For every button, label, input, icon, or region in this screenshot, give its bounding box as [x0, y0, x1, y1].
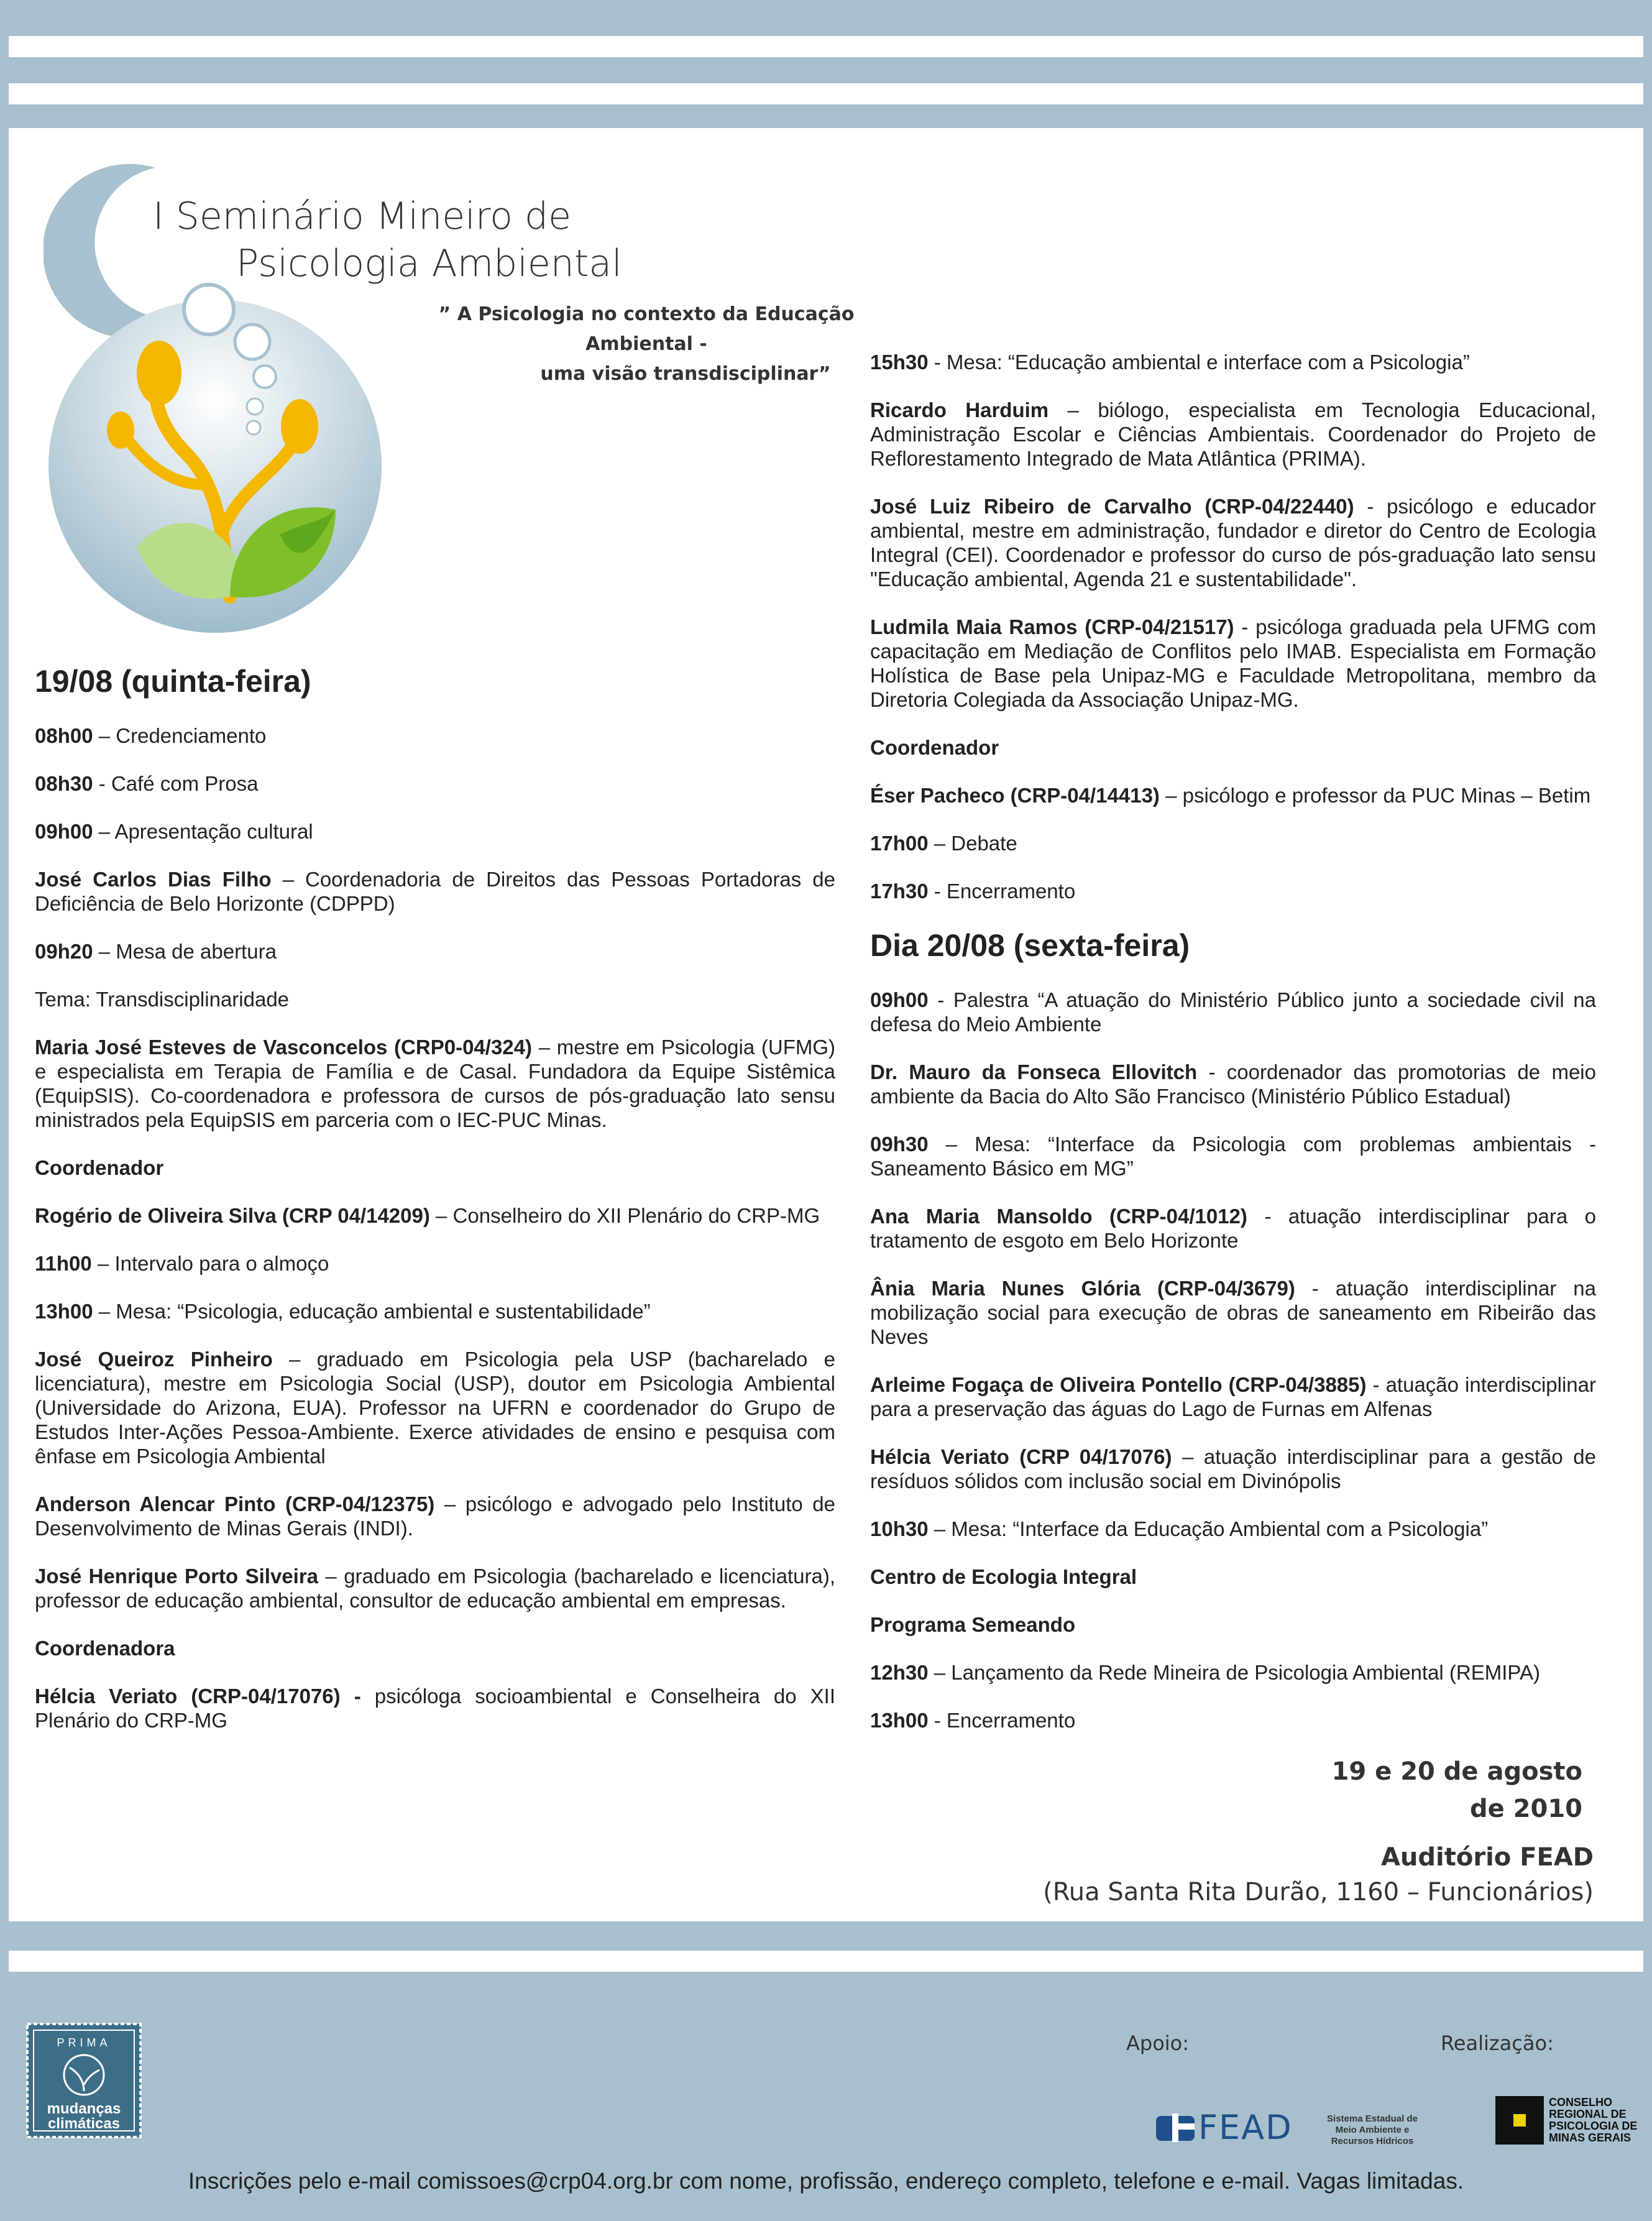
program-item [870, 1276, 1596, 1349]
bubble [247, 398, 263, 415]
program-item-text: – Mesa: “Psicologia, educação ambiental e sustentabilidade” [93, 1300, 651, 1323]
program-item [35, 939, 835, 963]
program-item-lead: Arleime Fogaça de Oliveira Pontello (CRP-04/3885) [870, 1373, 1367, 1396]
top-stripe-1 [9, 36, 1643, 57]
day2-heading: Dia 20/08 (sexta-feira) [870, 928, 1190, 963]
program-item [35, 1564, 835, 1612]
dates-line-1: 19 e 20 de agosto [1331, 1757, 1582, 1786]
bubble [235, 324, 270, 359]
program-item-text: - Encerramento [928, 1709, 1076, 1732]
program-item-lead: Ânia Maria Nunes Glória (CRP-04/3679) [870, 1277, 1295, 1300]
program-item [870, 831, 1596, 855]
yellow-leaf [137, 341, 181, 405]
program-item [870, 1660, 1596, 1685]
program-item-lead: Anderson Alencar Pinto (CRP-04/12375) [35, 1492, 435, 1515]
program-item-text: - psicóloga graduada pela UFMG com capacitação em Mediação de Conflitos pelo IMAB. Especialista em Formação Holística de Base pela Unipaz-MG e Faculdade Metropolitana, membro da Diretoria Colegiada da Associação Unipaz-MG. [870, 615, 1596, 711]
program-item-lead: Centro de Ecologia Integral [870, 1565, 1137, 1588]
program-item [35, 1156, 835, 1180]
program-item [870, 1204, 1596, 1253]
program-item-text: – Coordenadoria de Direitos das Pessoas Portadoras de Deficiência de Belo Horizonte (CDPPD) [35, 868, 835, 915]
bottom-stripe [9, 1951, 1643, 1972]
program-item-text: Tema: Transdisciplinaridade [35, 988, 290, 1011]
crp-wordmark [1549, 2097, 1648, 2144]
sisema-line-2: Meio Ambiente e [1335, 2125, 1410, 2135]
program-item-lead: José Queiroz Pinheiro [35, 1348, 273, 1371]
program-item-text: - atuação interdisciplinar para a preservação das águas do Lago de Furnas em Alfenas [870, 1373, 1596, 1420]
program-item [35, 1299, 835, 1323]
program-item [35, 819, 835, 844]
program-item-text: – atuação interdisciplinar para a gestão de resíduos sólidos com inclusão social em Divinópolis [870, 1445, 1596, 1492]
program-item-text: – Mesa: “Interface da Educação Ambiental com a Psicologia” [928, 1517, 1489, 1540]
page-title [153, 193, 622, 287]
prima-label: PRIMA [57, 2036, 111, 2049]
program-item-text: – Lançamento da Rede Mineira de Psicologia Ambiental (REMIPA) [928, 1661, 1540, 1684]
title-line-2: Psicologia Ambiental [236, 242, 622, 285]
program-item-lead: 09h20 [35, 940, 93, 963]
sisema-logo [1319, 2113, 1426, 2147]
program-item [35, 1203, 835, 1228]
program-item-lead: 17h00 [870, 832, 929, 855]
venue-name: Auditório FEAD [1380, 1843, 1594, 1872]
program-item-lead: Ricardo Harduim [870, 398, 1049, 421]
program-item-lead: Maria José Esteves de Vasconcelos (CRP0-04/324) [35, 1036, 532, 1059]
program-item-lead: Hélcia Veriato (CRP-04/17076) - [35, 1685, 361, 1708]
event-dates [1332, 1753, 1582, 1828]
program-item-text: – psicólogo e advogado pelo Instituto de Desenvolvimento de Minas Gerais (INDI). [35, 1492, 835, 1540]
program-item [35, 1684, 835, 1732]
bubble [254, 366, 276, 388]
crp-line-4: MINAS GERAIS [1549, 2131, 1631, 2144]
program-item-lead: Ludmila Maia Ramos (CRP-04/21517) [870, 615, 1234, 638]
program-item [35, 771, 835, 796]
program-item-text: psicóloga socioambiental e Conselheira do XII Plenário do CRP-MG [35, 1685, 835, 1732]
bubble [184, 285, 234, 334]
prima-logo-icon [26, 2023, 142, 2138]
sisema-line-1: Sistema Estadual de [1327, 2113, 1418, 2124]
prima-bottom-1: mudanças [47, 2100, 121, 2117]
program-item [870, 615, 1596, 712]
fead-wordmark: FEAD [1198, 2108, 1293, 2147]
program-item [35, 1636, 835, 1660]
subtitle-line-1: ” A Psicologia no contexto da Educação Ambiental - [438, 303, 855, 355]
program-item-lead: 13h00 [35, 1300, 93, 1323]
program-item [35, 1251, 835, 1276]
day1-heading: 19/08 (quinta-feira) [35, 664, 311, 699]
program-item [35, 1347, 835, 1468]
apoio-label: Apoio: [1126, 2031, 1190, 2055]
registration-notice: Inscrições pelo e-mail comissoes@crp04.org.br com nome, profissão, endereço completo, telefone e e-mail. Vagas limitadas. [188, 2168, 1464, 2194]
program-item-text: – graduado em Psicologia pela USP (bacharelado e licenciatura), mestre em Psicologia Social (USP), doutor em Psicologia Ambiental (Universidade do Arizona, EUA). Professor na UFRN e coordenador do Grupo de Estudos Inter-Ações Pessoa-Ambiente. Exerce atividades de ensino e pesquisa com ênfase em Psicologia Ambiental [35, 1348, 836, 1468]
program-item-lead: 08h30 [35, 772, 93, 795]
program-item-lead: 11h00 [35, 1252, 92, 1275]
program-item-lead: José Carlos Dias Filho [35, 868, 272, 891]
top-stripe-2 [9, 83, 1643, 104]
program-item-lead: Dr. Mauro da Fonseca Ellovitch [870, 1060, 1198, 1083]
program-item-text: – graduado em Psicologia (bacharelado e licenciatura), professor de educação ambiental, consultor de educação ambiental em empresas. [35, 1565, 835, 1612]
program-item-text: - atuação interdisciplinar para o tratamento de esgoto em Belo Horizonte [870, 1205, 1596, 1252]
program-item-text: - Palestra “A atuação do Ministério Público junto a sociedade civil na defesa do Meio Ambiente [870, 988, 1596, 1036]
program-item-lead: 15h30 [870, 351, 929, 374]
program-item-text: - Mesa: “Educação ambiental e interface com a Psicologia” [928, 351, 1470, 374]
program-item [870, 735, 1596, 760]
program-item [35, 724, 835, 748]
crp-line-3: PSICOLOGIA DE [1549, 2120, 1638, 2132]
program-item-lead: Coordenador [35, 1156, 164, 1179]
program-item-lead: 08h00 [35, 724, 93, 747]
program-item-text: - psicólogo e educador ambiental, mestre em administração, fundador e diretor do Centro de Ecologia Integral (CEI). Coordenador e professor do curso de pós-graduação lato sensu "Educação ambiental, Agenda 21 e sustentabilidade". [870, 495, 1596, 591]
program-item-text: - Café com Prosa [93, 772, 259, 795]
program-item-text: – Conselheiro do XII Plenário do CRP-MG [429, 1204, 820, 1227]
subtitle-line-2: uma visão transdisciplinar” [540, 363, 831, 385]
program-item-lead: 12h30 [870, 1661, 929, 1684]
fead-logo [1156, 2108, 1293, 2147]
program-item-lead: Programa Semeando [870, 1613, 1076, 1636]
program-item-text: - atuação interdisciplinar na mobilização social para execução de obras de saneamento em Ribeirão das Neves [870, 1277, 1596, 1348]
program-item-text: – biólogo, especialista em Tecnologia Educacional, Administração Escolar e Ciências Ambientais. Coordenador do Projeto de Reflorestamento Integrado de Mata Atlântica (PRIMA). [870, 398, 1596, 470]
sisema-line-3: Recursos Hídricos [1331, 2136, 1414, 2146]
program-item-lead: 09h00 [35, 820, 93, 843]
page-subtitle [410, 300, 883, 389]
program-item [35, 987, 835, 1011]
program-item-text: – Mesa: “Interface da Psicologia com problemas ambientais - Saneamento Básico em MG” [870, 1133, 1596, 1180]
program-item [870, 1132, 1596, 1180]
program-item-lead: 17h30 [870, 880, 929, 903]
program-item-text: – mestre em Psicologia (UFMG) e especialista em Terapia de Família e de Casal. Fundadora da Equipe Sistêmica (EquipSIS). Co-coordenadora e professora de cursos de pós-graduação lato sensu ministrados pela EquipSIS em parceria com o IEC-PUC Minas. [35, 1036, 836, 1131]
title-line-1: I Seminário Mineiro de [153, 195, 571, 238]
program-item-text: - coordenador das promotorias de meio ambiente da Bacia do Alto São Francisco (Ministério Público Estadual) [870, 1060, 1596, 1108]
program-item [870, 783, 1596, 807]
program-item [870, 1060, 1596, 1108]
yellow-leaf [281, 399, 318, 454]
program-item [870, 350, 1596, 374]
program-item-lead: 09h00 [870, 988, 929, 1011]
program-item-lead: Rogério de Oliveira Silva (CRP 04/14209) [35, 1204, 430, 1227]
realizacao-label: Realização: [1441, 2031, 1554, 2055]
crp-mark-icon [1495, 2096, 1544, 2145]
event-venue [1043, 1840, 1594, 1910]
fead-mark-icon [1156, 2113, 1195, 2142]
venue-address: (Rua Santa Rita Durão, 1160 – Funcionários) [1043, 1878, 1594, 1906]
program-item-text: - Encerramento [928, 880, 1076, 903]
program-item [870, 1708, 1596, 1732]
program-item [870, 988, 1596, 1036]
program-item [870, 1517, 1596, 1541]
program-item-text: – Debate [928, 832, 1017, 855]
program-item [870, 494, 1596, 591]
program-item [35, 1035, 835, 1132]
bubble [247, 421, 260, 435]
dates-line-2: de 2010 [1469, 1795, 1582, 1823]
program-item [35, 1492, 835, 1540]
day1-list [35, 724, 835, 1732]
program-item-lead: 13h00 [870, 1709, 929, 1732]
program-day1-column [35, 663, 835, 1756]
program-item-lead: José Luiz Ribeiro de Carvalho (CRP-04/22440) [870, 495, 1354, 518]
program-day1b-day2-column [870, 350, 1596, 1756]
day1b-list [870, 350, 1596, 903]
program-item [35, 867, 835, 916]
program-item-lead: José Henrique Porto Silveira [35, 1565, 319, 1588]
program-item [870, 398, 1596, 471]
program-item [870, 1565, 1596, 1589]
program-item [870, 879, 1596, 903]
program-item [870, 1373, 1596, 1421]
program-item-lead: Éser Pacheco (CRP-04/14413) [870, 784, 1160, 807]
yellow-leaf [107, 412, 134, 449]
program-item-lead: 10h30 [870, 1517, 929, 1540]
program-item-lead: Coordenador [870, 736, 999, 759]
crp-line-2: REGIONAL DE [1549, 2108, 1627, 2120]
program-item-text: – Credenciamento [93, 724, 267, 747]
program-item [870, 1445, 1596, 1493]
crp-logo [1495, 2096, 1648, 2145]
program-item-text: – Mesa de abertura [93, 940, 277, 963]
program-item [870, 1612, 1596, 1637]
program-item-lead: 09h30 [870, 1133, 929, 1156]
program-item-lead: Coordenadora [35, 1637, 175, 1660]
program-item-text: – Apresentação cultural [93, 820, 313, 843]
program-item-text: – Intervalo para o almoço [91, 1252, 329, 1275]
program-item-lead: Ana Maria Mansoldo (CRP-04/1012) [870, 1205, 1247, 1228]
prima-bottom-2: climáticas [47, 2115, 121, 2132]
day2-list [870, 988, 1596, 1732]
crp-line-1: CONSELHO [1549, 2096, 1613, 2108]
program-item-lead: Hélcia Veriato (CRP 04/17076) [870, 1445, 1172, 1468]
program-item-text: – psicólogo e professor da PUC Minas – Betim [1159, 784, 1591, 807]
